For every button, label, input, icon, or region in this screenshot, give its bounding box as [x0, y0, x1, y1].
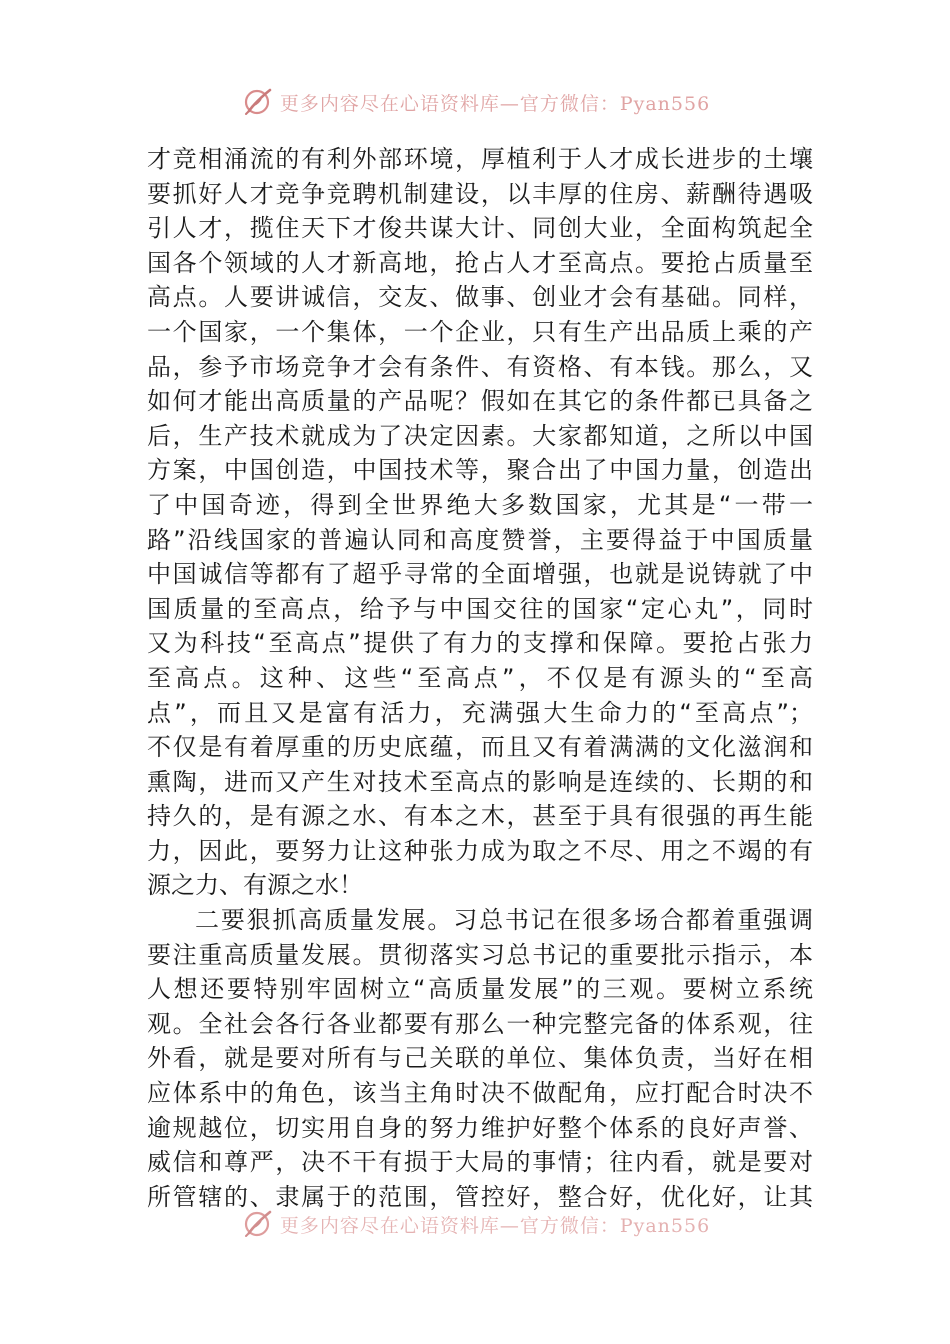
text-line: 高点。人要讲诚信，交友、做事、创业才会有基础。同样， [147, 283, 813, 312]
text-line: 人想还要特别牢固树立“高质量发展”的三观。要树立系统 [147, 975, 813, 1004]
text-line: 国各个领域的人才新高地，抢占人才至高点。要抢占质量至 [147, 248, 813, 277]
text-line: 源之力、有源之水！ [147, 871, 363, 900]
text-line: 方案，中国创造，中国技术等，聚合出了中国力量，创造出 [147, 456, 813, 485]
text-line: 要注重高质量发展。贯彻落实习总书记的重要批示指示，本 [147, 940, 813, 969]
document-body [147, 142, 813, 1214]
text-line: 不仅是有着厚重的历史底蕴，而且又有着满满的文化滋润和 [147, 733, 813, 762]
text-line: 如何才能出高质量的产品呢？假如在其它的条件都已具备之 [147, 387, 813, 416]
text-line: 外看，就是要对所有与己关联的单位、集体负责，当好在相 [147, 1044, 813, 1073]
text-line: 点”，而且又是富有活力，充满强大生命力的“至高点”； [147, 698, 813, 727]
text-line: 国质量的至高点，给予与中国交往的国家“定心丸”，同时 [147, 594, 813, 623]
text-line: 逾规越位，切实用自身的努力维护好整个体系的良好声誉、 [147, 1113, 813, 1142]
text-line: 所管辖的、隶属于的范围，管控好，整合好，优化好，让其 [147, 1182, 813, 1211]
pen-logo-icon [240, 1206, 276, 1242]
text-line: 引人才，揽住天下才俊共谋大计、同创大业，全面构筑起全 [147, 214, 813, 243]
text-line: 中国诚信等都有了超乎寻常的全面增强，也就是说铸就了中 [147, 560, 813, 589]
text-line: 要抓好人才竞争竞聘机制建设，以丰厚的住房、薪酬待遇吸 [147, 179, 813, 208]
text-line: 至高点。这种、这些“至高点”，不仅是有源头的“至高 [147, 663, 813, 692]
pen-logo-icon [240, 84, 276, 120]
watermark-text: 更多内容尽在心语资料库—官方微信：Pyan556 [279, 92, 711, 115]
text-line: 才竞相涌流的有利外部环境，厚植利于人才成长进步的土壤 [147, 145, 813, 173]
text-line: 又为科技“至高点”提供了有力的支撑和保障。要抢占张力 [147, 629, 813, 658]
text-line: 持久的，是有源之水、有本之木，甚至于具有很强的再生能 [147, 802, 813, 831]
footer-watermark [0, 1206, 950, 1242]
text-line: 了中国奇迹，得到全世界绝大多数国家，尤其是“一带一 [147, 490, 813, 519]
text-line: 力，因此，要努力让这种张力成为取之不尽、用之不竭的有 [147, 836, 813, 865]
text-line: 路”沿线国家的普遍认同和高度赞誉，主要得益于中国质量 [147, 525, 813, 554]
text-line: 品，参予市场竞争才会有条件、有资格、有本钱。那么，又 [147, 352, 813, 381]
text-line: 应体系中的角色，该当主角时决不做配角，应打配合时决不 [147, 1079, 813, 1108]
text-line: 熏陶，进而又产生对技术至高点的影响是连续的、长期的和 [147, 767, 813, 796]
text-line: 后，生产技术就成为了决定因素。大家都知道，之所以中国 [147, 421, 813, 450]
text-line: 威信和尊严，决不干有损于大局的事情；往内看，就是要对 [147, 1148, 813, 1177]
text-line: 观。全社会各行各业都要有那么一种完整完备的体系观，往 [147, 1009, 813, 1038]
watermark-text: 更多内容尽在心语资料库—官方微信：Pyan556 [279, 1214, 711, 1237]
paragraph-start-line: 二要狠抓高质量发展。习总书记在很多场合都着重强调 [195, 906, 813, 935]
header-watermark [0, 84, 950, 120]
text-line: 一个国家，一个集体，一个企业，只有生产出品质上乘的产 [147, 317, 813, 346]
